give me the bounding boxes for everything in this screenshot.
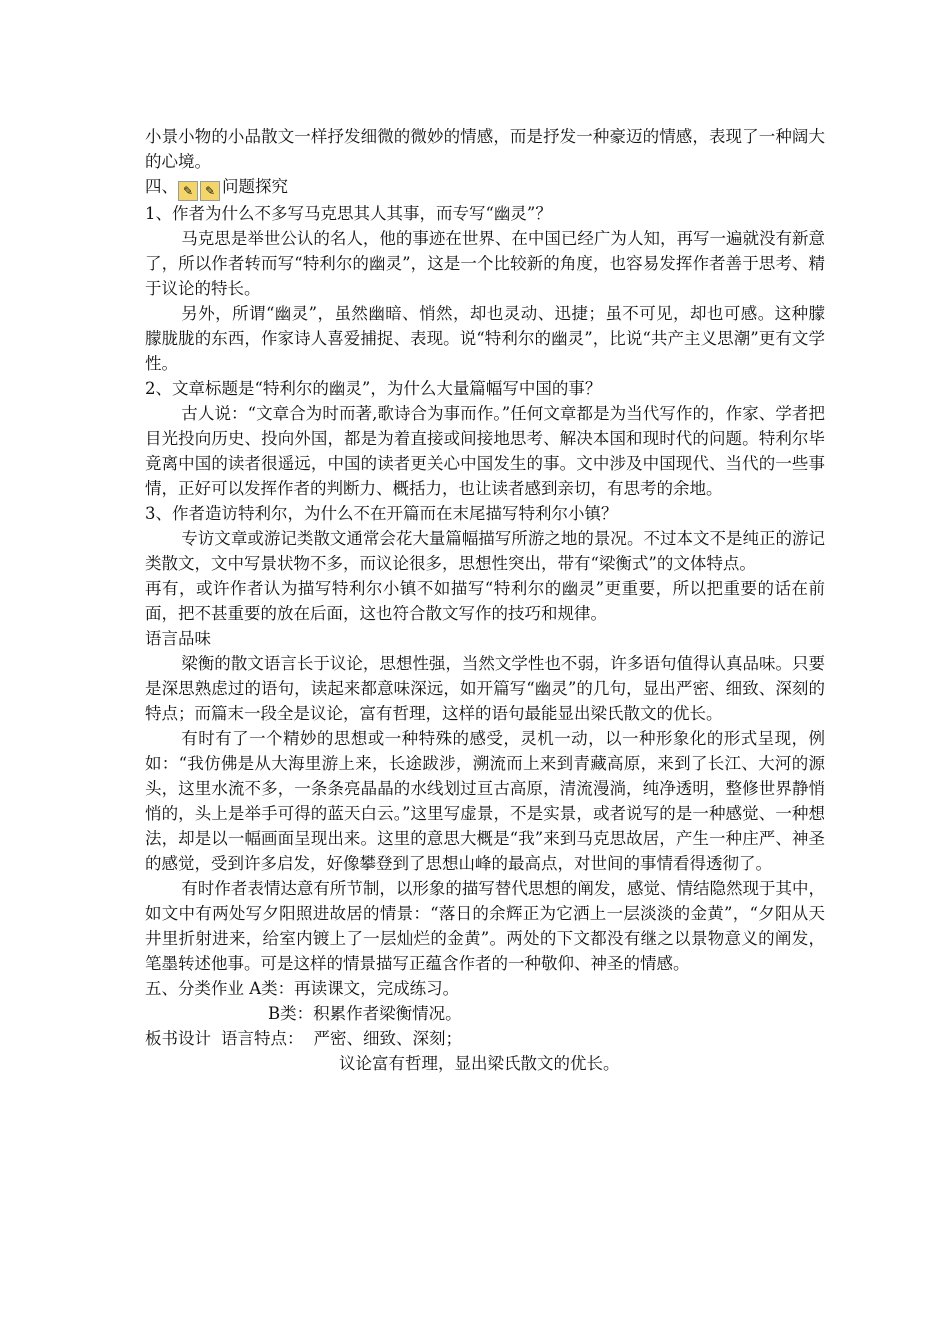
homework-b: B类：积累作者梁衡情况。 [268, 1004, 462, 1023]
paragraph-continued: 小景小物的小品散文一样抒发细微的微妙的情感，而是抒发一种豪迈的情感，表现了一种阔大的心境。 [145, 127, 825, 171]
answer-1-paragraph-1: 马克思是举世公认的名人，他的事迹在世界、在中国已经广为人知，再写一遍就没有新意了，所以作者转而写“特利尔的幽灵”，这是一个比较新的角度，也容易发挥作者善于思考、精于议论的特长。 [145, 229, 825, 298]
homework-a: 五、分类作业 A类：再读课文，完成练习。 [145, 979, 460, 998]
answer-3-paragraph-1: 专访文章或游记类散文通常会花大量篇幅描写所游之地的景况。不过本文不是纯正的游记类散文，文中写景状物不多，而议论很多，思想性突出，带有“梁衡式”的文体特点。 [145, 529, 825, 573]
pencil-icon: ✎ [178, 181, 198, 201]
section-title: 问题探究 [222, 177, 288, 196]
document-page [145, 124, 825, 1076]
board-value-1: 严密、细致、深刻； [313, 1029, 462, 1048]
answer-1-paragraph-2: 另外，所谓“幽灵”，虽然幽暗、悄然，却也灵动、迅捷；虽不可见，却也可感。这种朦朦胧胧的东西，作家诗人喜爱捕捉、表现。说“特利尔的幽灵”，比说“共产主义思潮”更有文学性。 [145, 304, 825, 373]
question-1: 1、作者为什么不多写马克思其人其事，而专写“幽灵”？ [145, 204, 552, 223]
answer-2: 古人说：“文章合为时而著,歌诗合为事而作。”任何文章都是为当代写作的，作家、学者把目光投向历史、投向外国，都是为着直接或间接地思考、解决本国和现时代的问题。特利尔毕竟离中国的读者很遥远，中国的读者更关心中国发生的事。文中涉及中国现代、当代的一些事情，正好可以发挥作者的判断力、概括力，也让读者感到亲切，有思考的余地。 [145, 404, 825, 498]
board-design-row [145, 1026, 825, 1051]
board-label: 板书设计 [145, 1029, 211, 1048]
board-key: 语言特点： [221, 1029, 304, 1048]
section-heading-4 [145, 174, 825, 201]
question-2: 2、文章标题是“特利尔的幽灵”，为什么大量篇幅写中国的事？ [145, 379, 602, 398]
language-paragraph-1: 梁衡的散文语言长于议论，思想性强，当然文学性也不弱，许多语句值得认真品味。只要是深思熟虑过的语句，读起来都意味深远，如开篇写“幽灵”的几句，显出严密、细致、深刻的特点；而篇末一段全是议论，富有哲理，这样的语句最能显出梁氏散文的优长。 [145, 654, 825, 723]
pencil-icon-pair [178, 181, 220, 201]
pencil-icon: ✎ [200, 181, 220, 201]
language-paragraph-2: 有时有了一个精妙的思想或一种特殊的感受，灵机一动，以一种形象化的形式呈现，例如：“我仿佛是从大海里游上来，长途跋涉，溯流而上来到青藏高原，来到了长江、大河的源头，这里水流不多，一条条亮晶晶的水线划过亘古高原，清流漫淌，纯净透明，整修世界静悄悄的，头上是举手可得的蓝天白云。”这里写虚景，不是实景，或者说写的是一种感觉、一种想法，却是以一幅画面呈现出来。这里的意思大概是“我”来到马克思故居，产生一种庄严、神圣的感觉，受到许多启发，好像攀登到了思想山峰的最高点，对世间的事情看得透彻了。 [145, 729, 825, 873]
board-value-2: 议论富有哲理，显出梁氏散文的优长。 [339, 1054, 620, 1073]
question-3: 3、作者造访特利尔，为什么不在开篇而在末尾描写特利尔小镇？ [145, 504, 618, 523]
language-section-title: 语言品味 [145, 629, 211, 648]
answer-3-paragraph-2: 再有，或许作者认为描写特利尔小镇不如描写“特利尔的幽灵”更重要，所以把重要的话在前面，把不甚重要的放在后面，这也符合散文写作的技巧和规律。 [145, 579, 825, 623]
language-paragraph-3: 有时作者表情达意有所节制，以形象的描写替代思想的阐发，感觉、情结隐然现于其中，如文中有两处写夕阳照进故居的情景：“落日的余辉正为它洒上一层淡淡的金黄”，“夕阳从天井里折射进来，给室内镀上了一层灿烂的金黄”。两处的下文都没有继之以景物意义的阐发，笔墨转述他事。可是这样的情景描写正蕴含作者的一种敬仰、神圣的情感。 [145, 879, 825, 973]
section-number: 四、 [145, 177, 178, 196]
